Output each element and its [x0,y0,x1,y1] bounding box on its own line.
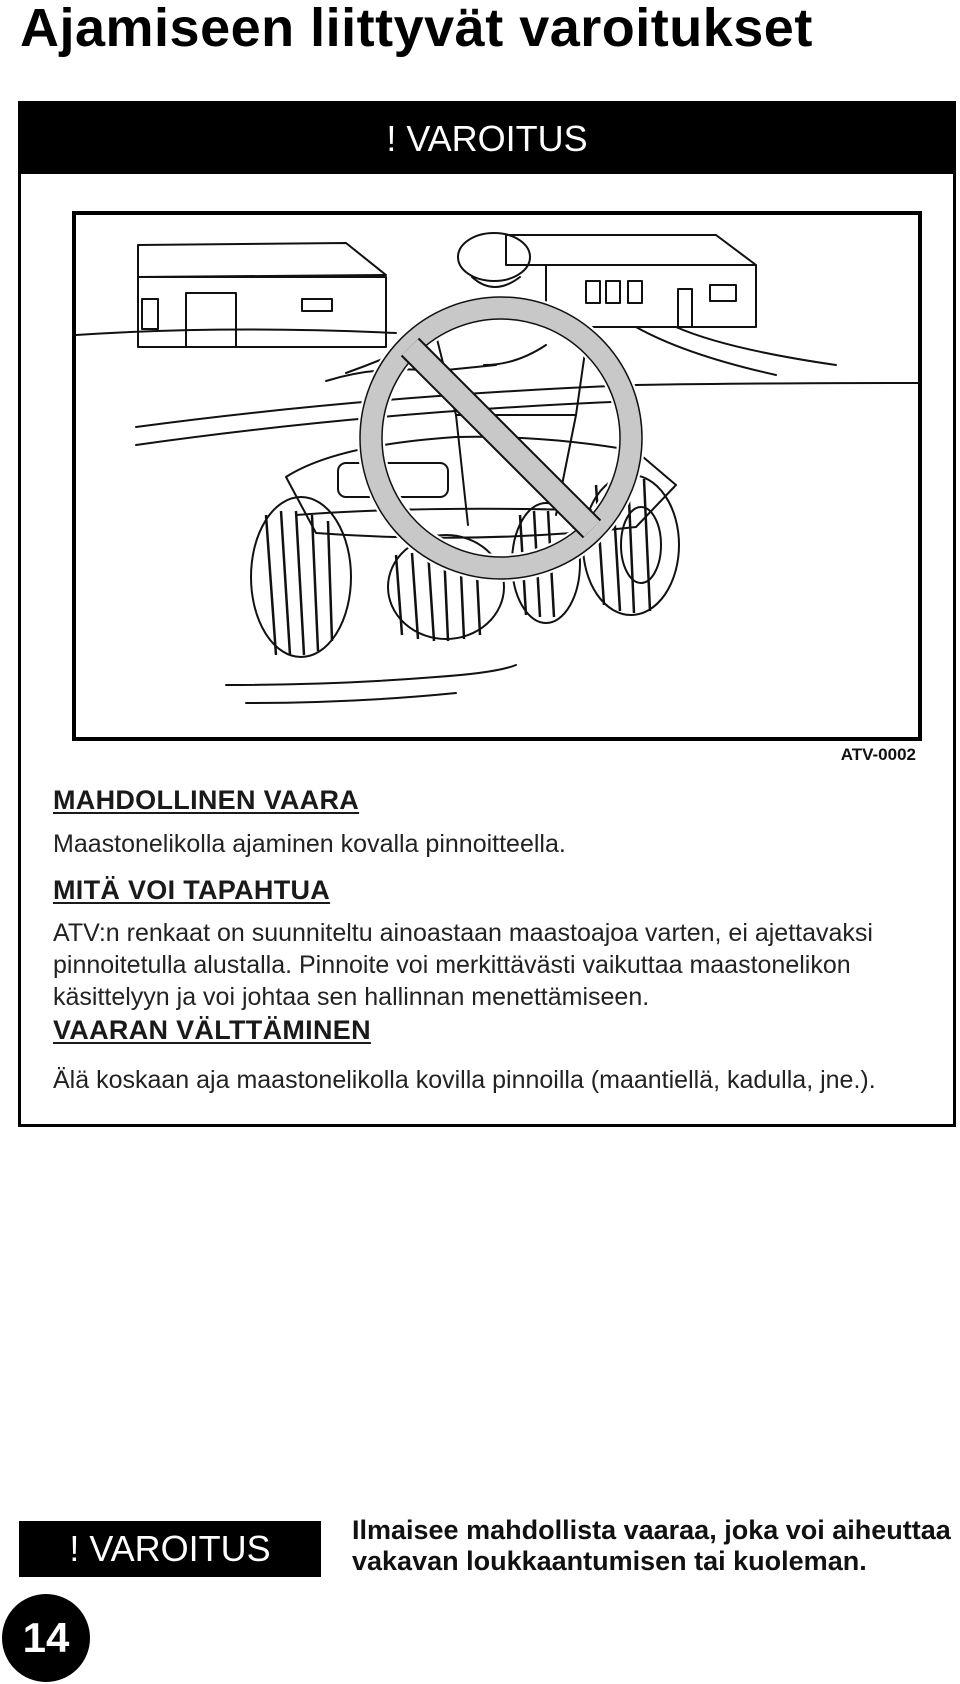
page-title: Ajamiseen liittyvät varoitukset [20,0,813,58]
left-house-wall [138,277,386,347]
atv-on-pavement-drawing [76,215,918,737]
what-can-happen-text: ATV:n renkaat on suunniteltu ainoastaan maastoajoa varten, ei ajettavaksi pinnoitetulla alustalla. Pinnoite voi merkittävästi vaikuttaa maastonelikon käsittelyyn ja voi johtaa sen hallinnan menettämiseen. [53,919,873,1011]
avoid-hazard-text: Älä koskaan aja maastonelikolla kovilla pinnoilla (maantiellä, kadulla, jne.). [53,1066,876,1094]
warning-box [18,101,956,1127]
rider-helmet [458,233,530,281]
atv-illustration [72,211,922,741]
rider-right-arm [484,345,546,365]
page-number-badge: 14 [2,1594,90,1682]
what-can-happen-heading: MITÄ VOI TAPAHTUA [53,875,331,905]
legend-warning-badge: ! VAROITUS [19,1521,321,1577]
avoid-hazard-heading: VAARAN VÄLTTÄMINEN [53,1015,371,1045]
figure-id: ATV-0002 [840,745,916,764]
potential-hazard-heading: MAHDOLLINEN VAARA [53,785,360,815]
potential-hazard-text: Maastonelikolla ajaminen kovalla pinnoitteella. [53,830,566,858]
legend-text: Ilmaisee mahdollista vaaraa, joka voi aiheuttaa vakavan loukkaantumisen tai kuoleman. [352,1515,951,1576]
warning-header: ! VAROITUS [21,104,953,174]
right-house-roof [506,235,756,265]
left-house-roof [138,243,386,277]
left-house-garage-door [186,293,236,347]
